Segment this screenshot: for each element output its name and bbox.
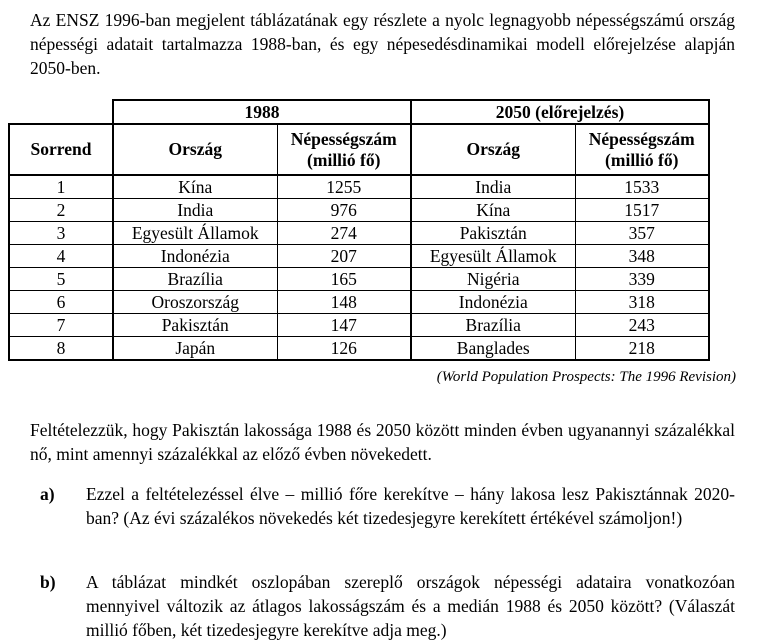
cell-population-1988: 207: [277, 245, 411, 268]
population-table: [8, 99, 710, 361]
cell-country-1988: Indonézia: [113, 245, 277, 268]
cell-rank: 3: [9, 222, 113, 245]
assumption-paragraph: Feltételezzük, hogy Pakisztán lakossága 1988 és 2050 között minden évben ugyanannyi százalékkal nő, mint amennyi százalékkal az előző évben növekedett.: [30, 420, 735, 464]
header-population-2050: [575, 124, 709, 175]
table-group-header-row: [9, 100, 709, 124]
cell-population-2050: 357: [575, 222, 709, 245]
header-population-1988-line2: (millió fő): [307, 149, 381, 170]
cell-country-1988: Japán: [113, 337, 277, 361]
cell-country-2050: Brazília: [411, 314, 575, 337]
header-population-2050-line1: Népességszám: [588, 128, 695, 149]
table-row: [9, 268, 709, 291]
question-a-label: a): [40, 484, 55, 504]
cell-population-1988: 1255: [277, 175, 411, 199]
header-population-1988-line1: Népességszám: [290, 128, 397, 149]
question-b-label: b): [40, 572, 56, 592]
question-a-text: Ezzel a feltételezéssel élve – millió főre kerekítve – hány lakosa lesz Pakisztánnak 2020-ban? (Az évi százalékos növekedés két tizedesjegyre kerekített értékével számoljon!): [86, 484, 735, 528]
table-source-citation: (World Population Prospects: The 1996 Revision): [436, 369, 736, 385]
cell-population-1988: 147: [277, 314, 411, 337]
cell-country-2050: Indonézia: [411, 291, 575, 314]
cell-rank: 8: [9, 337, 113, 361]
cell-country-2050: Pakisztán: [411, 222, 575, 245]
cell-population-1988: 976: [277, 199, 411, 222]
cell-population-2050: 1517: [575, 199, 709, 222]
header-country-1988: Ország: [113, 124, 277, 175]
intro-text: Az ENSZ 1996-ban megjelent táblázatának egy részlete a nyolc legnagyobb népességszámú ország népességi adatait tartalmazza 1988-ban, és egy népesedésdinamikai modell előrejelzése alapján 2050-ben.: [30, 10, 735, 78]
cell-country-1988: India: [113, 199, 277, 222]
cell-population-2050: 318: [575, 291, 709, 314]
cell-country-1988: Pakisztán: [113, 314, 277, 337]
cell-population-2050: 348: [575, 245, 709, 268]
group-header-2050: 2050 (előrejelzés): [411, 100, 709, 124]
question-b-text: A táblázat mindkét oszlopában szereplő országok népességi adataira vonatkozóan mennyivel változik az átlagos lakosságszám és a medián 1988 és 2050 között? (Válaszát millió főben, két tizedesjegyre kerekítve adja meg.): [86, 572, 735, 640]
cell-rank: 7: [9, 314, 113, 337]
cell-country-2050: Banglades: [411, 337, 575, 361]
cell-country-1988: Brazília: [113, 268, 277, 291]
table-row: [9, 245, 709, 268]
cell-country-2050: Nigéria: [411, 268, 575, 291]
cell-population-1988: 126: [277, 337, 411, 361]
header-country-2050: Ország: [411, 124, 575, 175]
cell-population-1988: 274: [277, 222, 411, 245]
table-row: [9, 199, 709, 222]
cell-rank: 4: [9, 245, 113, 268]
cell-rank: 1: [9, 175, 113, 199]
cell-population-1988: 148: [277, 291, 411, 314]
table-row: [9, 175, 709, 199]
cell-population-2050: 1533: [575, 175, 709, 199]
table-body: [9, 175, 709, 360]
cell-country-2050: India: [411, 175, 575, 199]
cell-population-1988: 165: [277, 268, 411, 291]
header-rank: Sorrend: [9, 124, 113, 175]
table-column-header-row: [9, 124, 709, 175]
cell-country-1988: Kína: [113, 175, 277, 199]
cell-population-2050: 339: [575, 268, 709, 291]
cell-population-2050: 218: [575, 337, 709, 361]
cell-country-1988: Egyesült Államok: [113, 222, 277, 245]
cell-population-2050: 243: [575, 314, 709, 337]
cell-rank: 2: [9, 199, 113, 222]
table-row: [9, 291, 709, 314]
cell-country-2050: Kína: [411, 199, 575, 222]
table-blank-corner: [9, 100, 113, 124]
cell-rank: 5: [9, 268, 113, 291]
table-row: [9, 337, 709, 361]
cell-country-1988: Oroszország: [113, 291, 277, 314]
table-row: [9, 222, 709, 245]
header-population-2050-line2: (millió fő): [605, 149, 679, 170]
cell-rank: 6: [9, 291, 113, 314]
table-row: [9, 314, 709, 337]
group-header-1988: 1988: [113, 100, 411, 124]
header-population-1988: [277, 124, 411, 175]
cell-country-2050: Egyesült Államok: [411, 245, 575, 268]
